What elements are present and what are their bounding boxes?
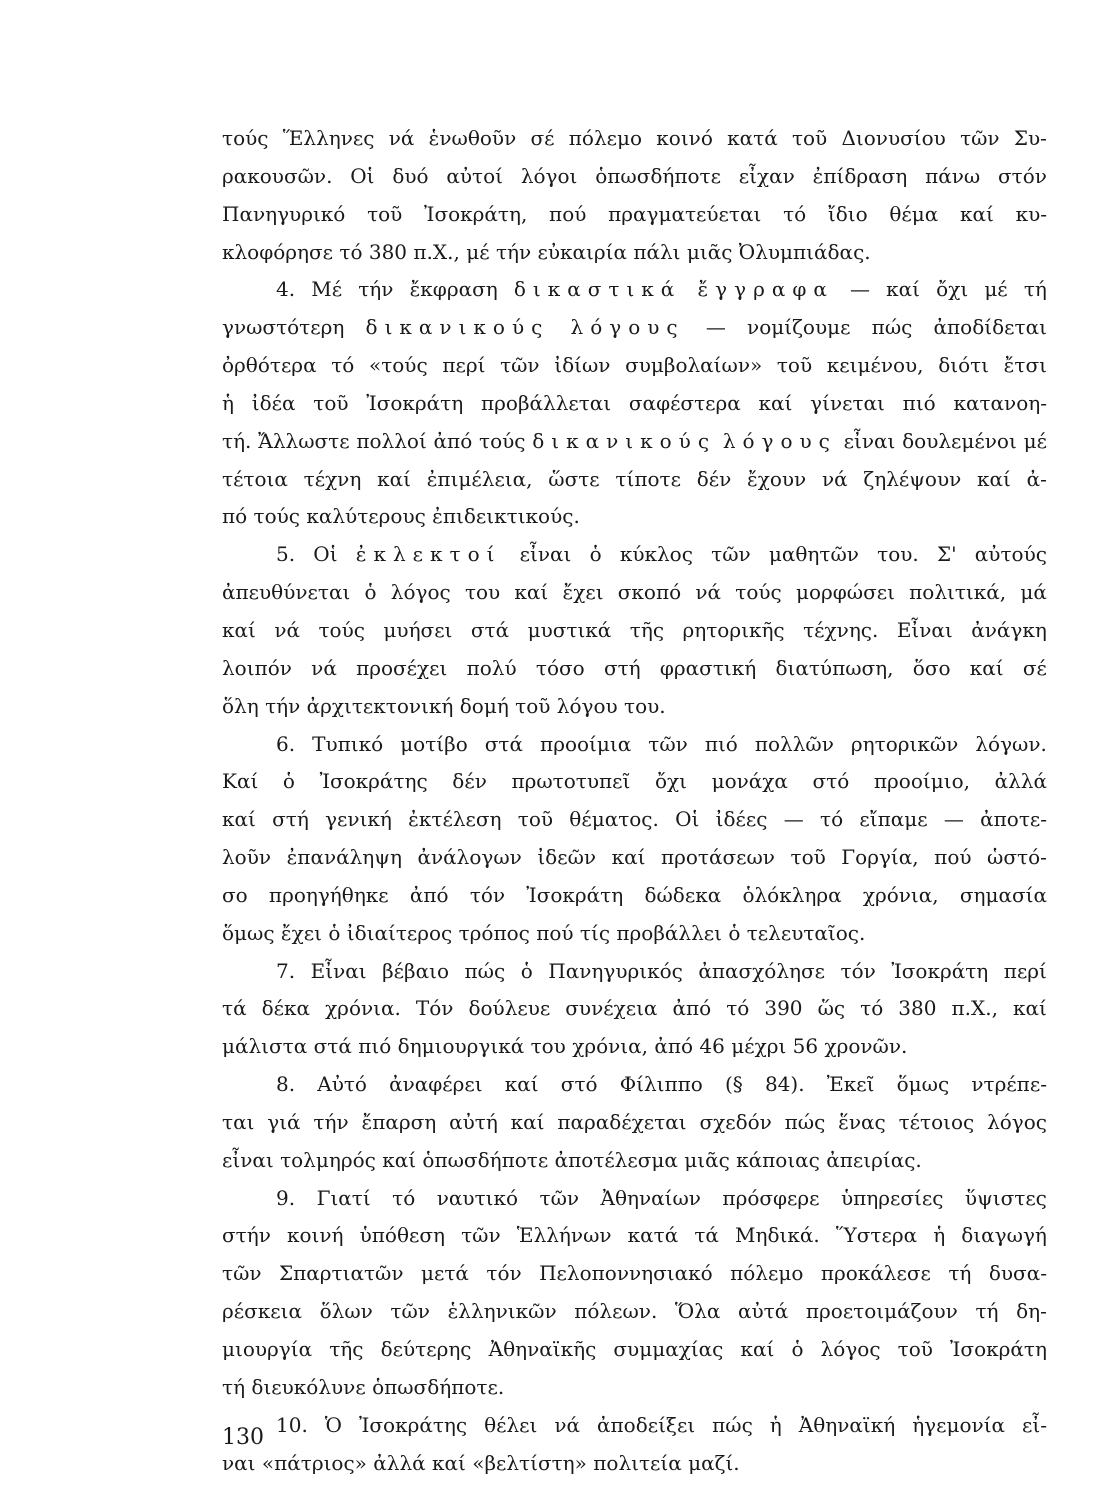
text-line: Πανηγυρικό τοῦ Ἰσοκράτη, πού πραγματεύεται τό ἴδιο θέμα καί κυ- — [222, 201, 1047, 226]
text-line: ἡ ἰδέα τοῦ Ἰσοκράτη προβάλλεται σαφέστερα καί γίνεται πιό κατανοη- — [222, 390, 1047, 415]
text-line: 9. Γιατί τό ναυτικό τῶν Ἀθηναίων πρόσφερε ὑπηρεσίες ὕψιστες — [276, 1185, 1047, 1210]
text-line: 10. Ὁ Ἰσοκράτης θέλει νά ἀποδείξει πώς ἡ Ἀθηναϊκή ἡγεμονία εἶ- — [276, 1412, 1047, 1437]
text-line: τῶν Σπαρτιατῶν μετά τόν Πελοποννησιακό πόλεμο προκάλεσε τή δυσα- — [222, 1261, 1047, 1286]
text-line: στήν κοινή ὑπόθεση τῶν Ἑλλήνων κατά τά Μηδικά. Ὕστερα ἡ διαγωγή — [222, 1223, 1047, 1248]
text-line: 6. Τυπικό μοτίβο στά προοίμια τῶν πιό πολλῶν ρητορικῶν λόγων. — [276, 731, 1047, 756]
text-line: μάλιστα στά πιό δημιουργικά του χρόνια, ἀπό 46 μέχρι 56 χρονῶν. — [222, 1034, 908, 1059]
text-line: ρακουσῶν. Οἱ δυό αὐτοί λόγοι ὁπωσδήποτε εἶχαν ἐπίδραση πάνω στόν — [222, 163, 1047, 188]
text-line: λοιπόν νά προσέχει πολύ τόσο στή φραστική διατύπωση, ὅσο καί σέ — [222, 655, 1047, 680]
text-line: σο προηγήθηκε ἀπό τόν Ἰσοκράτη δώδεκα ὁλόκληρα χρόνια, σημασία — [222, 882, 1047, 907]
text-line: ἀπευθύνεται ὁ λόγος του καί ἔχει σκοπό νά τούς μορφώσει πολιτικά, μά — [222, 580, 1047, 605]
text-line: τέτοια τέχνη καί ἐπιμέλεια, ὥστε τίποτε δέν ἔχουν νά ζηλέψουν καί ἀ- — [222, 466, 1047, 491]
page-body — [222, 120, 1047, 1482]
page-number: 130 — [222, 1425, 264, 1450]
paragraph-note-9 — [222, 1180, 1047, 1407]
text-line: τή διευκόλυνε ὁπωσδήποτε. — [222, 1374, 505, 1399]
paragraph-note-10 — [222, 1407, 1047, 1483]
text-line: γνωστότερη δικανικούς λόγους — νομίζουμε πώς ἀποδίδεται — [222, 315, 1047, 340]
text-line: 7. Εἶναι βέβαιο πώς ὁ Πανηγυρικός ἀπασχόλησε τόν Ἰσοκράτη περί — [276, 958, 1047, 983]
text-line: 4. Μέ τήν ἔκφραση δικαστικά ἔγγραφα — καί ὄχι μέ τή — [276, 277, 1047, 302]
text-line: πό τούς καλύτερους ἐπιδεικτικούς. — [222, 504, 580, 529]
text-line: Καί ὁ Ἰσοκράτης δέν πρωτοτυπεῖ ὄχι μονάχα στό προοίμιο, ἀλλά — [222, 769, 1047, 794]
text-line: κλοφόρησε τό 380 π.Χ., μέ τήν εὐκαιρία πάλι μιᾶς Ὀλυμπιάδας. — [222, 239, 871, 264]
text-line: λοῦν ἐπανάληψη ἀνάλογων ἰδεῶν καί προτάσεων τοῦ Γοργία, πού ὡστό- — [222, 845, 1047, 870]
text-line: τά δέκα χρόνια. Τόν δούλευε συνέχεια ἀπό τό 390 ὥς τό 380 π.Χ., καί — [222, 996, 1047, 1021]
text-line: 5. Οἱ ἐκλεκτοί εἶναι ὁ κύκλος τῶν μαθητῶν του. Σ' αὐτούς — [276, 542, 1047, 567]
text-line: ναι «πάτριος» ἀλλά καί «βελτίστη» πολιτεία μαζί. — [222, 1450, 740, 1475]
text-line: ὅλη τήν ἀρχιτεκτονική δομή τοῦ λόγου του. — [222, 693, 666, 718]
text-line: 8. Αὐτό ἀναφέρει καί στό Φίλιππο (§ 84). Ἐκεῖ ὅμως ντρέπε- — [276, 1072, 1047, 1097]
paragraph-note-7 — [222, 953, 1047, 1067]
text-line: ὀρθότερα τό «τούς περί τῶν ἰδίων συμβολαίων» τοῦ κειμένου, διότι ἔτσι — [222, 353, 1047, 378]
paragraph-p3-end — [222, 120, 1047, 271]
text-line: μιουργία τῆς δεύτερης Ἀθηναϊκῆς συμμαχίας καί ὁ λόγος τοῦ Ἰσοκράτη — [222, 1337, 1047, 1361]
text-line: ὅμως ἔχει ὁ ἰδιαίτερος τρόπος πού τίς προβάλλει ὁ τελευταῖος. — [222, 920, 866, 945]
paragraph-note-5 — [222, 536, 1047, 725]
text-line: καί νά τούς μυήσει στά μυστικά τῆς ρητορικῆς τέχνης. Εἶναι ἀνάγκη — [222, 617, 1047, 642]
text-line: ται γιά τήν ἔπαρση αὐτή καί παραδέχεται σχεδόν πώς ἕνας τέτοιος λόγος — [222, 1109, 1047, 1134]
paragraph-note-8 — [222, 1066, 1047, 1180]
text-line: καί στή γενική ἐκτέλεση τοῦ θέματος. Οἱ ἰδέες — τό εἴπαμε — ἀποτε- — [222, 807, 1047, 832]
text-line: τή. Ἄλλωστε πολλοί ἀπό τούς δικανικούς λόγους εἶναι δουλεμένοι μέ — [222, 428, 1047, 453]
text-line: εἶναι τολμηρός καί ὁπωσδήποτε ἀποτέλεσμα μιᾶς κάποιας ἀπειρίας. — [222, 1147, 922, 1172]
text-line: ρέσκεια ὅλων τῶν ἑλληνικῶν πόλεων. Ὅλα αὐτά προετοιμάζουν τή δη- — [222, 1299, 1047, 1324]
text-line: τούς Ἕλληνες νά ἑνωθοῦν σέ πόλεμο κοινό κατά τοῦ Διονυσίου τῶν Συ- — [222, 126, 1047, 150]
paragraph-note-4 — [222, 271, 1047, 536]
paragraph-note-6 — [222, 726, 1047, 953]
